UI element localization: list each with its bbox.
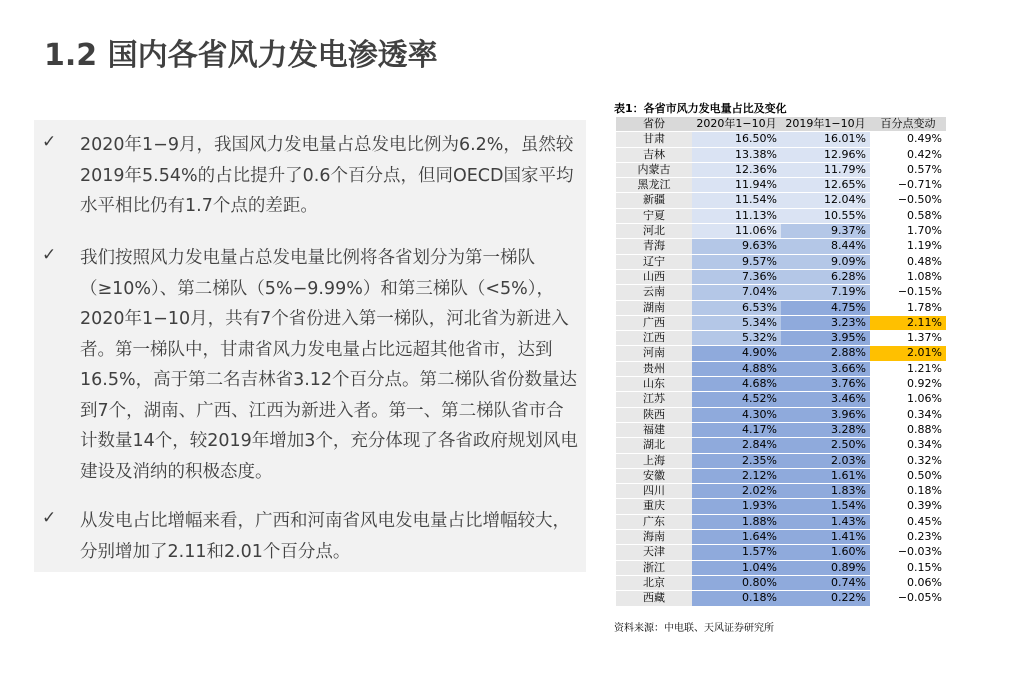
cell-change: 1.37%: [870, 331, 946, 346]
cell-2020: 4.68%: [692, 377, 781, 392]
cell-change: 0.48%: [870, 254, 946, 269]
cell-change: 0.32%: [870, 453, 946, 468]
cell-province: 天津: [616, 545, 692, 560]
cell-province: 甘肃: [616, 132, 692, 147]
cell-2019: 6.28%: [781, 269, 870, 284]
cell-province: 北京: [616, 575, 692, 590]
cell-2020: 9.63%: [692, 239, 781, 254]
table-row: [616, 377, 946, 392]
cell-province: 贵州: [616, 361, 692, 376]
cell-province: 四川: [616, 484, 692, 499]
header-province: 省份: [616, 117, 692, 132]
cell-province: 河北: [616, 224, 692, 239]
table-row: [616, 407, 946, 422]
cell-change: 0.34%: [870, 407, 946, 422]
cell-change: 2.01%: [870, 346, 946, 361]
header-2020: 2020年1−10月: [692, 117, 781, 132]
cell-change: −0.15%: [870, 285, 946, 300]
cell-2020: 4.90%: [692, 346, 781, 361]
cell-change: 0.34%: [870, 438, 946, 453]
cell-change: 1.19%: [870, 239, 946, 254]
cell-2020: 1.88%: [692, 514, 781, 529]
cell-province: 湖北: [616, 438, 692, 453]
table-row: [616, 147, 946, 162]
page-title: 1.2 国内各省风力发电渗透率: [44, 38, 438, 73]
table-row: [616, 545, 946, 560]
cell-province: 山西: [616, 269, 692, 284]
cell-2020: 13.38%: [692, 147, 781, 162]
cell-2019: 3.66%: [781, 361, 870, 376]
cell-province: 山东: [616, 377, 692, 392]
cell-change: −0.71%: [870, 178, 946, 193]
bullet-text: 从发电占比增幅来看，广西和河南省风电发电量占比增幅较大，分别增加了2.11和2.01个百分点。: [80, 511, 570, 562]
cell-change: 0.45%: [870, 514, 946, 529]
cell-2020: 4.88%: [692, 361, 781, 376]
cell-province: 宁夏: [616, 208, 692, 223]
cell-2019: 3.76%: [781, 377, 870, 392]
cell-province: 新疆: [616, 193, 692, 208]
cell-province: 重庆: [616, 499, 692, 514]
table-title: 表1：各省市风力发电量占比及变化: [614, 102, 787, 115]
cell-change: 0.42%: [870, 147, 946, 162]
cell-2020: 11.54%: [692, 193, 781, 208]
cell-2019: 1.43%: [781, 514, 870, 529]
table-row: [616, 331, 946, 346]
cell-change: 0.06%: [870, 575, 946, 590]
table-row: [616, 560, 946, 575]
cell-2020: 1.04%: [692, 560, 781, 575]
cell-province: 福建: [616, 422, 692, 437]
cell-change: 0.58%: [870, 208, 946, 223]
table-row: [616, 392, 946, 407]
cell-change: 0.57%: [870, 162, 946, 177]
cell-2019: 2.03%: [781, 453, 870, 468]
table-row: [616, 285, 946, 300]
cell-2019: 1.41%: [781, 530, 870, 545]
cell-2020: 0.80%: [692, 575, 781, 590]
cell-2020: 2.84%: [692, 438, 781, 453]
table-row: [616, 422, 946, 437]
cell-2019: 3.23%: [781, 315, 870, 330]
table-row: [616, 346, 946, 361]
table-row: [616, 514, 946, 529]
cell-change: 1.70%: [870, 224, 946, 239]
cell-change: 0.49%: [870, 132, 946, 147]
table-row: [616, 208, 946, 223]
cell-province: 广东: [616, 514, 692, 529]
cell-change: 0.18%: [870, 484, 946, 499]
cell-2020: 1.57%: [692, 545, 781, 560]
cell-2019: 8.44%: [781, 239, 870, 254]
cell-province: 海南: [616, 530, 692, 545]
cell-2020: 2.02%: [692, 484, 781, 499]
cell-2019: 16.01%: [781, 132, 870, 147]
bullet-text: 我们按照风力发电量占总发电量比例将各省划分为第一梯队（≥10%）、第二梯队（5%−9.99%）和第三梯队（<5%），2020年1−10月，共有7个省份进入第一梯队，河北省为新进入者。第一梯队中，甘肃省风力发电量占比远超其他省市，达到16.5%，高于第二名吉林省3.12个百分点。第二梯队省份数量达到7个，湖南、广西、江西为新进入者。第一、第二梯队省市合计数量14个，较2019年增加3个，充分体现了各省政府规划风电建设及消纳的积极态度。: [80, 248, 578, 482]
cell-province: 陕西: [616, 407, 692, 422]
table-row: [616, 254, 946, 269]
cell-2020: 4.17%: [692, 422, 781, 437]
cell-province: 西藏: [616, 591, 692, 606]
table-row: [616, 193, 946, 208]
table-row: [616, 361, 946, 376]
table-row: [616, 484, 946, 499]
province-wind-table: [616, 117, 946, 607]
cell-2020: 16.50%: [692, 132, 781, 147]
cell-2020: 1.93%: [692, 499, 781, 514]
table-row: [616, 269, 946, 284]
cell-change: 0.92%: [870, 377, 946, 392]
table-row: [616, 575, 946, 590]
cell-2019: 0.22%: [781, 591, 870, 606]
cell-2019: 12.65%: [781, 178, 870, 193]
cell-2019: 9.37%: [781, 224, 870, 239]
cell-province: 吉林: [616, 147, 692, 162]
cell-2020: 0.18%: [692, 591, 781, 606]
cell-2019: 3.95%: [781, 331, 870, 346]
check-icon: ✓: [42, 245, 57, 265]
table-row: [616, 178, 946, 193]
cell-province: 上海: [616, 453, 692, 468]
cell-province: 广西: [616, 315, 692, 330]
table-row: [616, 591, 946, 606]
cell-2019: 10.55%: [781, 208, 870, 223]
cell-change: 1.78%: [870, 300, 946, 315]
cell-2019: 3.46%: [781, 392, 870, 407]
text-panel: [34, 120, 586, 572]
cell-2019: 1.83%: [781, 484, 870, 499]
cell-2019: 1.54%: [781, 499, 870, 514]
cell-change: −0.03%: [870, 545, 946, 560]
cell-change: 0.23%: [870, 530, 946, 545]
cell-2020: 5.34%: [692, 315, 781, 330]
cell-2020: 1.64%: [692, 530, 781, 545]
cell-2020: 2.12%: [692, 468, 781, 483]
cell-2019: 11.79%: [781, 162, 870, 177]
cell-2019: 0.74%: [781, 575, 870, 590]
cell-2020: 7.04%: [692, 285, 781, 300]
cell-2019: 7.19%: [781, 285, 870, 300]
cell-2020: 6.53%: [692, 300, 781, 315]
header-change: 百分点变动: [870, 117, 946, 132]
check-icon: ✓: [42, 508, 57, 528]
cell-2020: 11.94%: [692, 178, 781, 193]
table-row: [616, 453, 946, 468]
cell-change: −0.05%: [870, 591, 946, 606]
cell-province: 江苏: [616, 392, 692, 407]
cell-2019: 12.04%: [781, 193, 870, 208]
cell-province: 浙江: [616, 560, 692, 575]
table-row: [616, 300, 946, 315]
cell-change: 1.08%: [870, 269, 946, 284]
cell-province: 黑龙江: [616, 178, 692, 193]
cell-2019: 9.09%: [781, 254, 870, 269]
cell-province: 安徽: [616, 468, 692, 483]
table-row: [616, 162, 946, 177]
cell-2020: 7.36%: [692, 269, 781, 284]
cell-2019: 1.61%: [781, 468, 870, 483]
cell-change: −0.50%: [870, 193, 946, 208]
check-icon: ✓: [42, 132, 57, 152]
cell-2019: 2.50%: [781, 438, 870, 453]
cell-change: 0.50%: [870, 468, 946, 483]
cell-2019: 1.60%: [781, 545, 870, 560]
cell-2020: 2.35%: [692, 453, 781, 468]
source-note: 资料来源：中电联、天风证券研究所: [614, 623, 774, 634]
cell-change: 0.88%: [870, 422, 946, 437]
cell-2019: 4.75%: [781, 300, 870, 315]
cell-change: 2.11%: [870, 315, 946, 330]
cell-province: 辽宁: [616, 254, 692, 269]
cell-2020: 11.13%: [692, 208, 781, 223]
cell-province: 内蒙古: [616, 162, 692, 177]
cell-province: 河南: [616, 346, 692, 361]
cell-2020: 5.32%: [692, 331, 781, 346]
cell-2020: 9.57%: [692, 254, 781, 269]
cell-change: 0.15%: [870, 560, 946, 575]
cell-2019: 12.96%: [781, 147, 870, 162]
cell-2019: 0.89%: [781, 560, 870, 575]
cell-change: 1.06%: [870, 392, 946, 407]
cell-province: 湖南: [616, 300, 692, 315]
cell-province: 江西: [616, 331, 692, 346]
table-row: [616, 224, 946, 239]
cell-province: 青海: [616, 239, 692, 254]
cell-2020: 12.36%: [692, 162, 781, 177]
table-row: [616, 315, 946, 330]
cell-2020: 4.30%: [692, 407, 781, 422]
table-row: [616, 438, 946, 453]
table-row: [616, 468, 946, 483]
table-row: [616, 132, 946, 147]
table-row: [616, 499, 946, 514]
cell-2020: 4.52%: [692, 392, 781, 407]
cell-province: 云南: [616, 285, 692, 300]
cell-change: 1.21%: [870, 361, 946, 376]
cell-2019: 3.28%: [781, 422, 870, 437]
table-row: [616, 239, 946, 254]
table-header-row: [616, 117, 946, 132]
cell-2020: 11.06%: [692, 224, 781, 239]
cell-2019: 3.96%: [781, 407, 870, 422]
header-2019: 2019年1−10月: [781, 117, 870, 132]
table-row: [616, 530, 946, 545]
cell-2019: 2.88%: [781, 346, 870, 361]
cell-change: 0.39%: [870, 499, 946, 514]
bullet-text: 2020年1−9月，我国风力发电量占总发电比例为6.2%，虽然较2019年5.54%的占比提升了0.6个百分点，但同OECD国家平均水平相比仍有1.7个点的差距。: [80, 135, 574, 216]
